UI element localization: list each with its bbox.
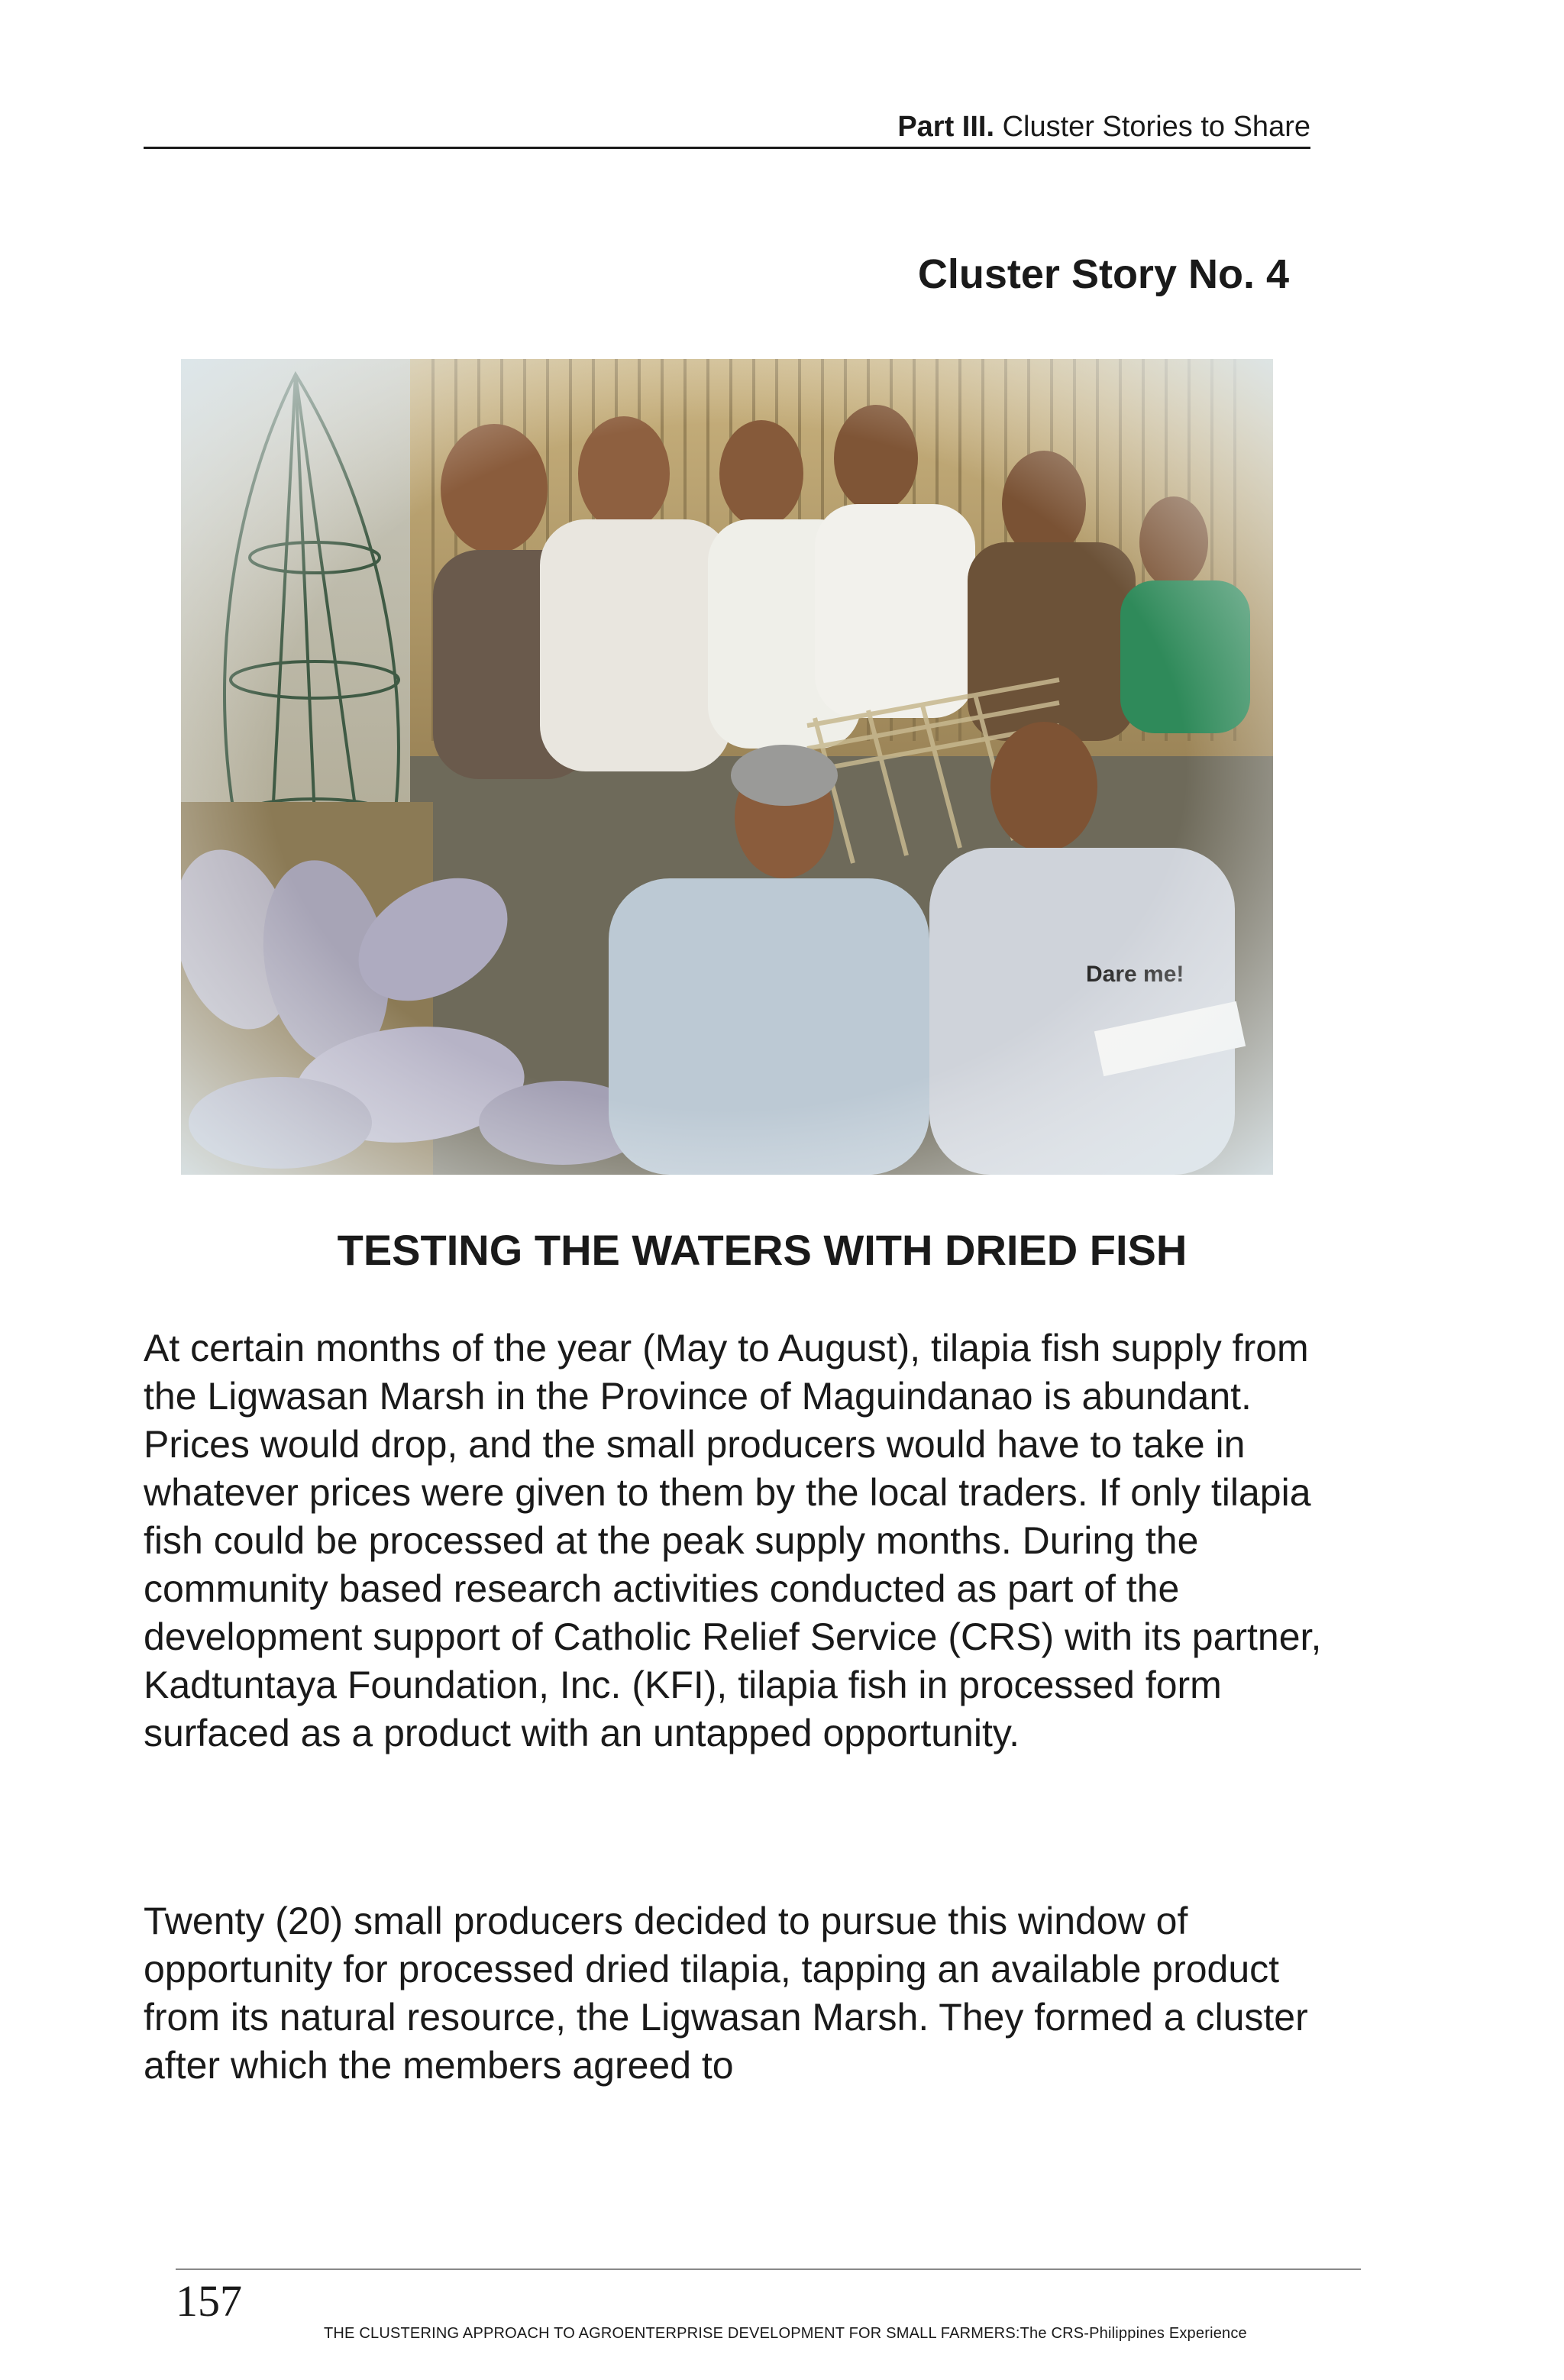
article-paragraph-1: At certain months of the year (May to August), tilapia fish supply from the Ligwasan Marsh in the Province of Maguindanao is abundant. Prices would drop, and the small producers would have to take in whatever prices were given to them by the local traders. If only tilapia fish could be processed at the peak supply months. During the community based research activities conducted as part of the development support of Catholic Relief Service (CRS) with its partner, Kadtuntaya Foundation, Inc. (KFI), tilapia fish in processed form surfaced as a product with an untapped opportunity. <box>144 1327 1322 1754</box>
footer-rule <box>176 2268 1361 2270</box>
article-paragraph-2: Twenty (20) small producers decided to pursue this window of opportunity for processed dried tilapia, tapping an available product from its natural resource, the Ligwasan Marsh. They formed a cluster after which the members agreed to <box>144 1900 1308 2087</box>
page-number: 157 <box>176 2276 242 2326</box>
header-section-label: Cluster Stories to Share <box>1002 111 1310 143</box>
running-header <box>144 107 1310 149</box>
photo-illustration <box>181 359 1273 1175</box>
header-part-label: Part III. <box>897 111 995 143</box>
footer-book-title: THE CLUSTERING APPROACH TO AGROENTERPRISE DEVELOPMENT FOR SMALL FARMERS:The CRS-Philippines Experience <box>324 2325 1247 2342</box>
article-title: TESTING THE WATERS WITH DRIED FISH <box>337 1226 1188 1274</box>
cluster-story-label: Cluster Story No. 4 <box>917 251 1289 297</box>
cluster-photo-collage <box>181 359 1273 1175</box>
